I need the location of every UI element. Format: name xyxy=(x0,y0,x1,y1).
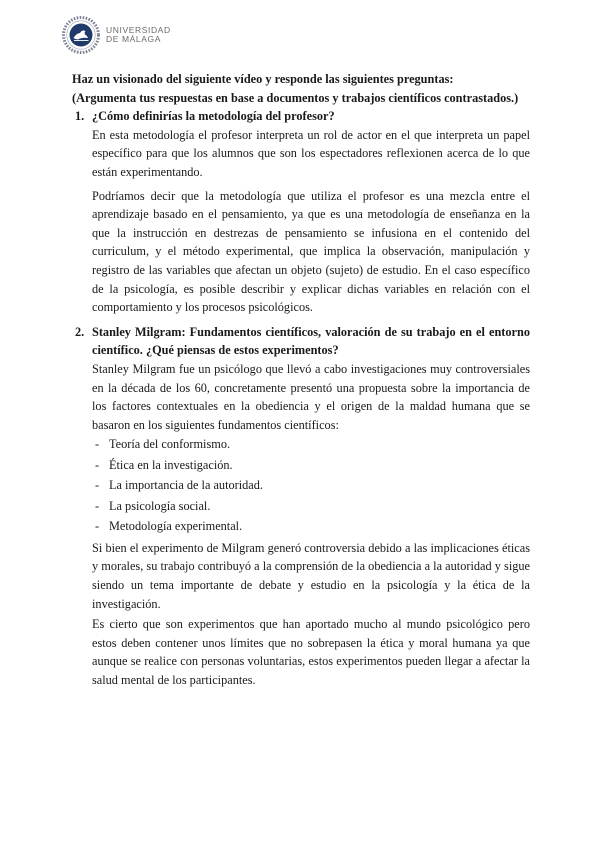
bullet-dash: - xyxy=(95,437,100,452)
answer-paragraph: Es cierto que son experimentos que han aportado mucho al mundo psicológico pero estos deben contener unos límites que no sobrepasen la ética y moral humana ya que aunque se realice con personas voluntarias, estos experimentos pueden llegar a afectar la salud mental de los participantes. xyxy=(92,617,530,687)
list-item-text: La psicología social. xyxy=(109,498,211,513)
list-item xyxy=(92,516,530,537)
question-number: 2. xyxy=(75,324,85,339)
document-body xyxy=(72,70,530,690)
list-item xyxy=(92,475,530,496)
question-number: 1. xyxy=(75,109,85,124)
question-title: Stanley Milgram: Fundamentos científicos, valoración de su trabajo en el entorno científico. ¿Qué piensas de estos experimentos? xyxy=(92,324,530,358)
page-header xyxy=(62,16,171,54)
question-1-heading xyxy=(72,107,530,126)
bullet-dash: - xyxy=(95,457,100,472)
list-item-text: Teoría del conformismo. xyxy=(109,437,231,452)
answer-paragraph: En esta metodología el profesor interpreta un rol de actor en el que interpreta un papel específico para que los alumnos que son los espectadores reflexionen acerca de lo que están experimentando. xyxy=(92,127,530,179)
bullet-dash: - xyxy=(95,498,100,513)
question-2-heading xyxy=(72,323,530,360)
instructions-line-2: (Argumenta tus respuestas en base a documentos y trabajos científicos contrastados.) xyxy=(72,90,519,105)
institution-line-1: UNIVERSIDAD xyxy=(106,24,171,35)
list-item-text: Ética en la investigación. xyxy=(109,457,233,472)
list-item-text: La importancia de la autoridad. xyxy=(109,478,263,493)
institution-line-2: DE MÁLAGA xyxy=(106,34,161,44)
list-item xyxy=(92,496,530,517)
institution-name xyxy=(106,26,171,45)
university-seal-icon xyxy=(62,16,100,54)
bullet-dash: - xyxy=(95,478,100,493)
answer-lead-paragraph: Stanley Milgram fue un psicólogo que llevó a cabo investigaciones muy controversiales en la década de los 60, concretamente presentó una propuesta sobre la importancia de los factores contextuales en la obediencia y el origen de la maldad humana que se basaron en los siguientes fundamentos científicos: xyxy=(92,361,530,432)
answer-paragraph: Si bien el experimento de Milgram generó controversia debido a las implicaciones éticas y morales, su trabajo contribuyó a la comprensión de la obediencia a la autoridad y sigue siendo un tema importante de debate y estudio en la psicología y la ética de la investigación. xyxy=(92,540,530,611)
list-item xyxy=(92,434,530,455)
instructions-line-1: Haz un visionado del siguiente vídeo y responde las siguientes preguntas: xyxy=(72,72,454,86)
fundamentals-list xyxy=(92,434,530,537)
bullet-dash: - xyxy=(95,519,100,534)
list-item xyxy=(92,455,530,476)
question-title: ¿Cómo definirías la metodología del profesor? xyxy=(92,109,335,124)
answer-paragraph: Podríamos decir que la metodología que utiliza el profesor es una mezcla entre el aprendizaje basado en el pensamiento, ya que es una metodología de enseñanza en la que la instrucción en destrezas de pensamiento se infusiona en el contenido del curriculum, y el método experimental, que implica la observación, manipulación y registro de las variables que afectan un objeto (sujeto) de estudio. En el caso específico de la psicología, es posible describir y explicar dichas variables en relación con el comportamiento y los procesos psicológicos. xyxy=(92,188,530,315)
list-item-text: Metodología experimental. xyxy=(109,519,243,534)
